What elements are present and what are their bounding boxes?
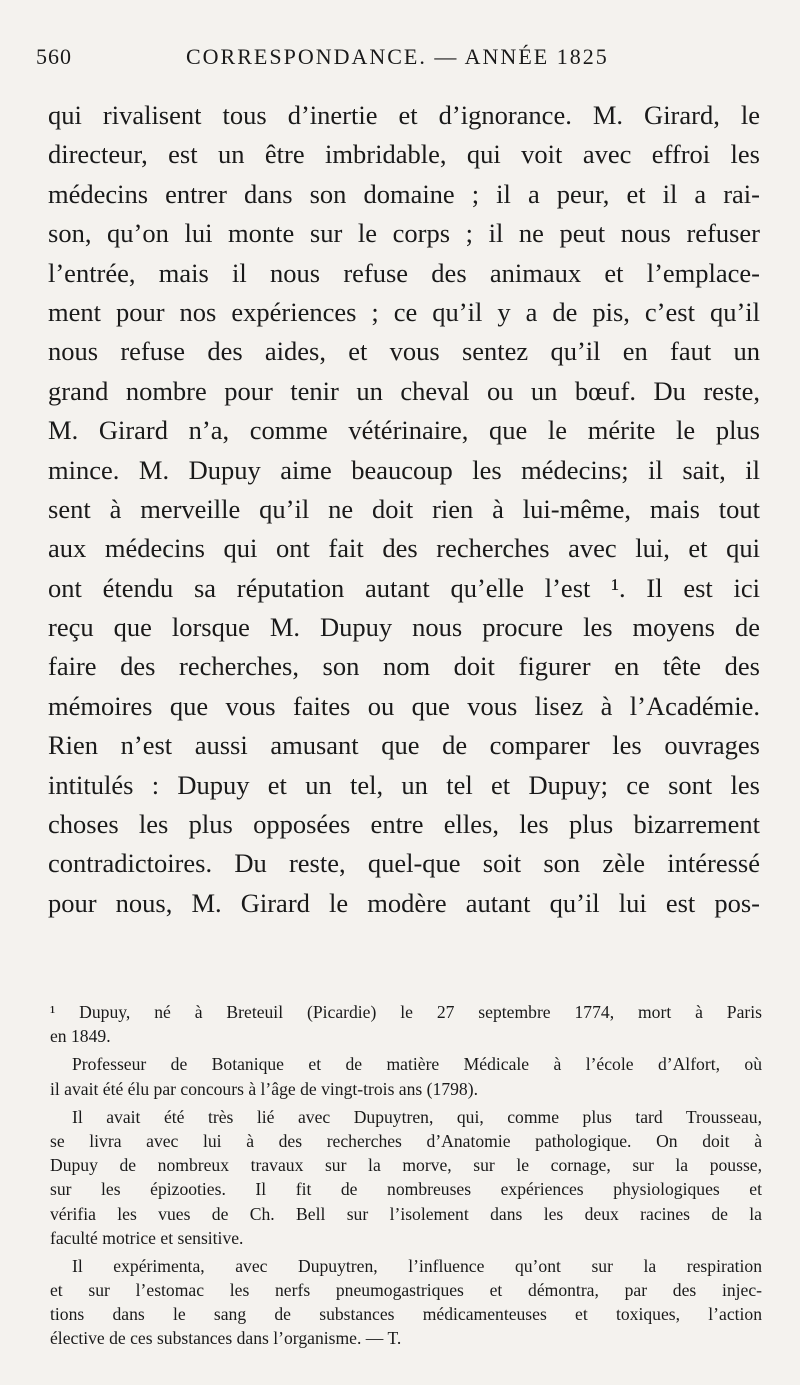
footnote-paragraph xyxy=(50,1254,762,1351)
body-line: Rien n’est aussi amusant que de comparer les ouvrages xyxy=(48,730,760,761)
footnote-line: élective de ces substances dans l’organisme. — T. xyxy=(50,1328,402,1349)
body-line: sent à merveille qu’il ne doit rien à lui-même, mais tout xyxy=(48,493,760,524)
footnote-line: en 1849. xyxy=(50,1026,111,1047)
page-number: 560 xyxy=(36,44,72,69)
body-line: grand nombre pour tenir un cheval ou un bœuf. Du reste, xyxy=(48,375,760,406)
footnote-line: vérifia les vues de Ch. Bell sur l’isolement dans les deux racines de la xyxy=(50,1203,762,1224)
body-line: ment pour nos expériences ; ce qu’il y a de pis, c’est qu’il xyxy=(48,296,760,327)
footnote-line: Dupuy de nombreux travaux sur la morve, sur le cornage, sur la pousse, xyxy=(50,1155,762,1176)
running-title: CORRESPONDANCE. — ANNÉE 1825 xyxy=(186,44,609,69)
body-line: l’entrée, mais il nous refuse des animaux et l’emplace- xyxy=(48,257,760,288)
footnote-line: et sur l’estomac les nerfs pneumogastriques et démontra, par des injec- xyxy=(50,1280,762,1301)
body-line: contradictoires. Du reste, quel-que soit son zèle intéressé xyxy=(48,848,760,879)
body-line: nous refuse des aides, et vous sentez qu’il en faut un xyxy=(48,336,760,367)
footnote-line: faculté motrice et sensitive. xyxy=(50,1227,244,1248)
body-line: qui rivalisent tous d’inertie et d’ignorance. M. Girard, le xyxy=(48,100,760,130)
body-line: faire des recherches, son nom doit figurer en tête des xyxy=(48,651,760,682)
body-line: pour nous, M. Girard le modère autant qu’il lui est pos- xyxy=(48,887,760,918)
footnote-line: ¹ Dupuy, né à Breteuil (Picardie) le 27 septembre 1774, mort à Paris xyxy=(50,1002,762,1022)
body-line: intitulés : Dupuy et un tel, un tel et Dupuy; ce sont les xyxy=(48,769,760,800)
body-line: mémoires que vous faites ou que vous lisez à l’Académie. xyxy=(48,690,760,721)
footnote-line: Il expérimenta, avec Dupuytren, l’influence qu’ont sur la respiration xyxy=(72,1255,762,1276)
body-line: M. Girard n’a, comme vétérinaire, que le mérite le plus xyxy=(48,415,760,446)
body-line: son, qu’on lui monte sur le corps ; il ne peut nous refuser xyxy=(48,218,760,249)
footnote-line: sur les épizooties. Il fit de nombreuses expériences physiologiques et xyxy=(50,1179,762,1200)
footnote-line: tions dans le sang de substances médicamenteuses et toxiques, l’action xyxy=(50,1304,762,1325)
body-text xyxy=(48,96,760,923)
body-line: mince. M. Dupuy aime beaucoup les médecins; il sait, il xyxy=(48,454,760,485)
body-line: médecins entrer dans son domaine ; il a peur, et il a rai- xyxy=(48,178,760,209)
body-line: aux médecins qui ont fait des recherches avec lui, et qui xyxy=(48,533,760,564)
footnote-line: Il avait été très lié avec Dupuytren, qui, comme plus tard Trousseau, xyxy=(72,1106,762,1127)
footnote-line: Professeur de Botanique et de matière Médicale à l’école d’Alfort, où xyxy=(72,1054,762,1075)
body-line: reçu que lorsque M. Dupuy nous procure les moyens de xyxy=(48,612,760,643)
body-line: choses les plus opposées entre elles, les plus bizarrement xyxy=(48,809,760,840)
footnote-paragraph xyxy=(50,1052,762,1100)
footnotes xyxy=(50,1000,762,1355)
footnote-paragraph xyxy=(50,1105,762,1250)
body-line: ont étendu sa réputation autant qu’elle l’est ¹. Il est ici xyxy=(48,572,760,603)
body-line: directeur, est un être imbridable, qui voit avec effroi les xyxy=(48,139,760,170)
running-header xyxy=(36,40,760,76)
footnote-1 xyxy=(50,1000,762,1048)
footnote-line: se livra avec lui à des recherches d’Anatomie pathologique. On doit à xyxy=(50,1130,762,1151)
footnote-line: il avait été élu par concours à l’âge de vingt-trois ans (1798). xyxy=(50,1078,478,1099)
